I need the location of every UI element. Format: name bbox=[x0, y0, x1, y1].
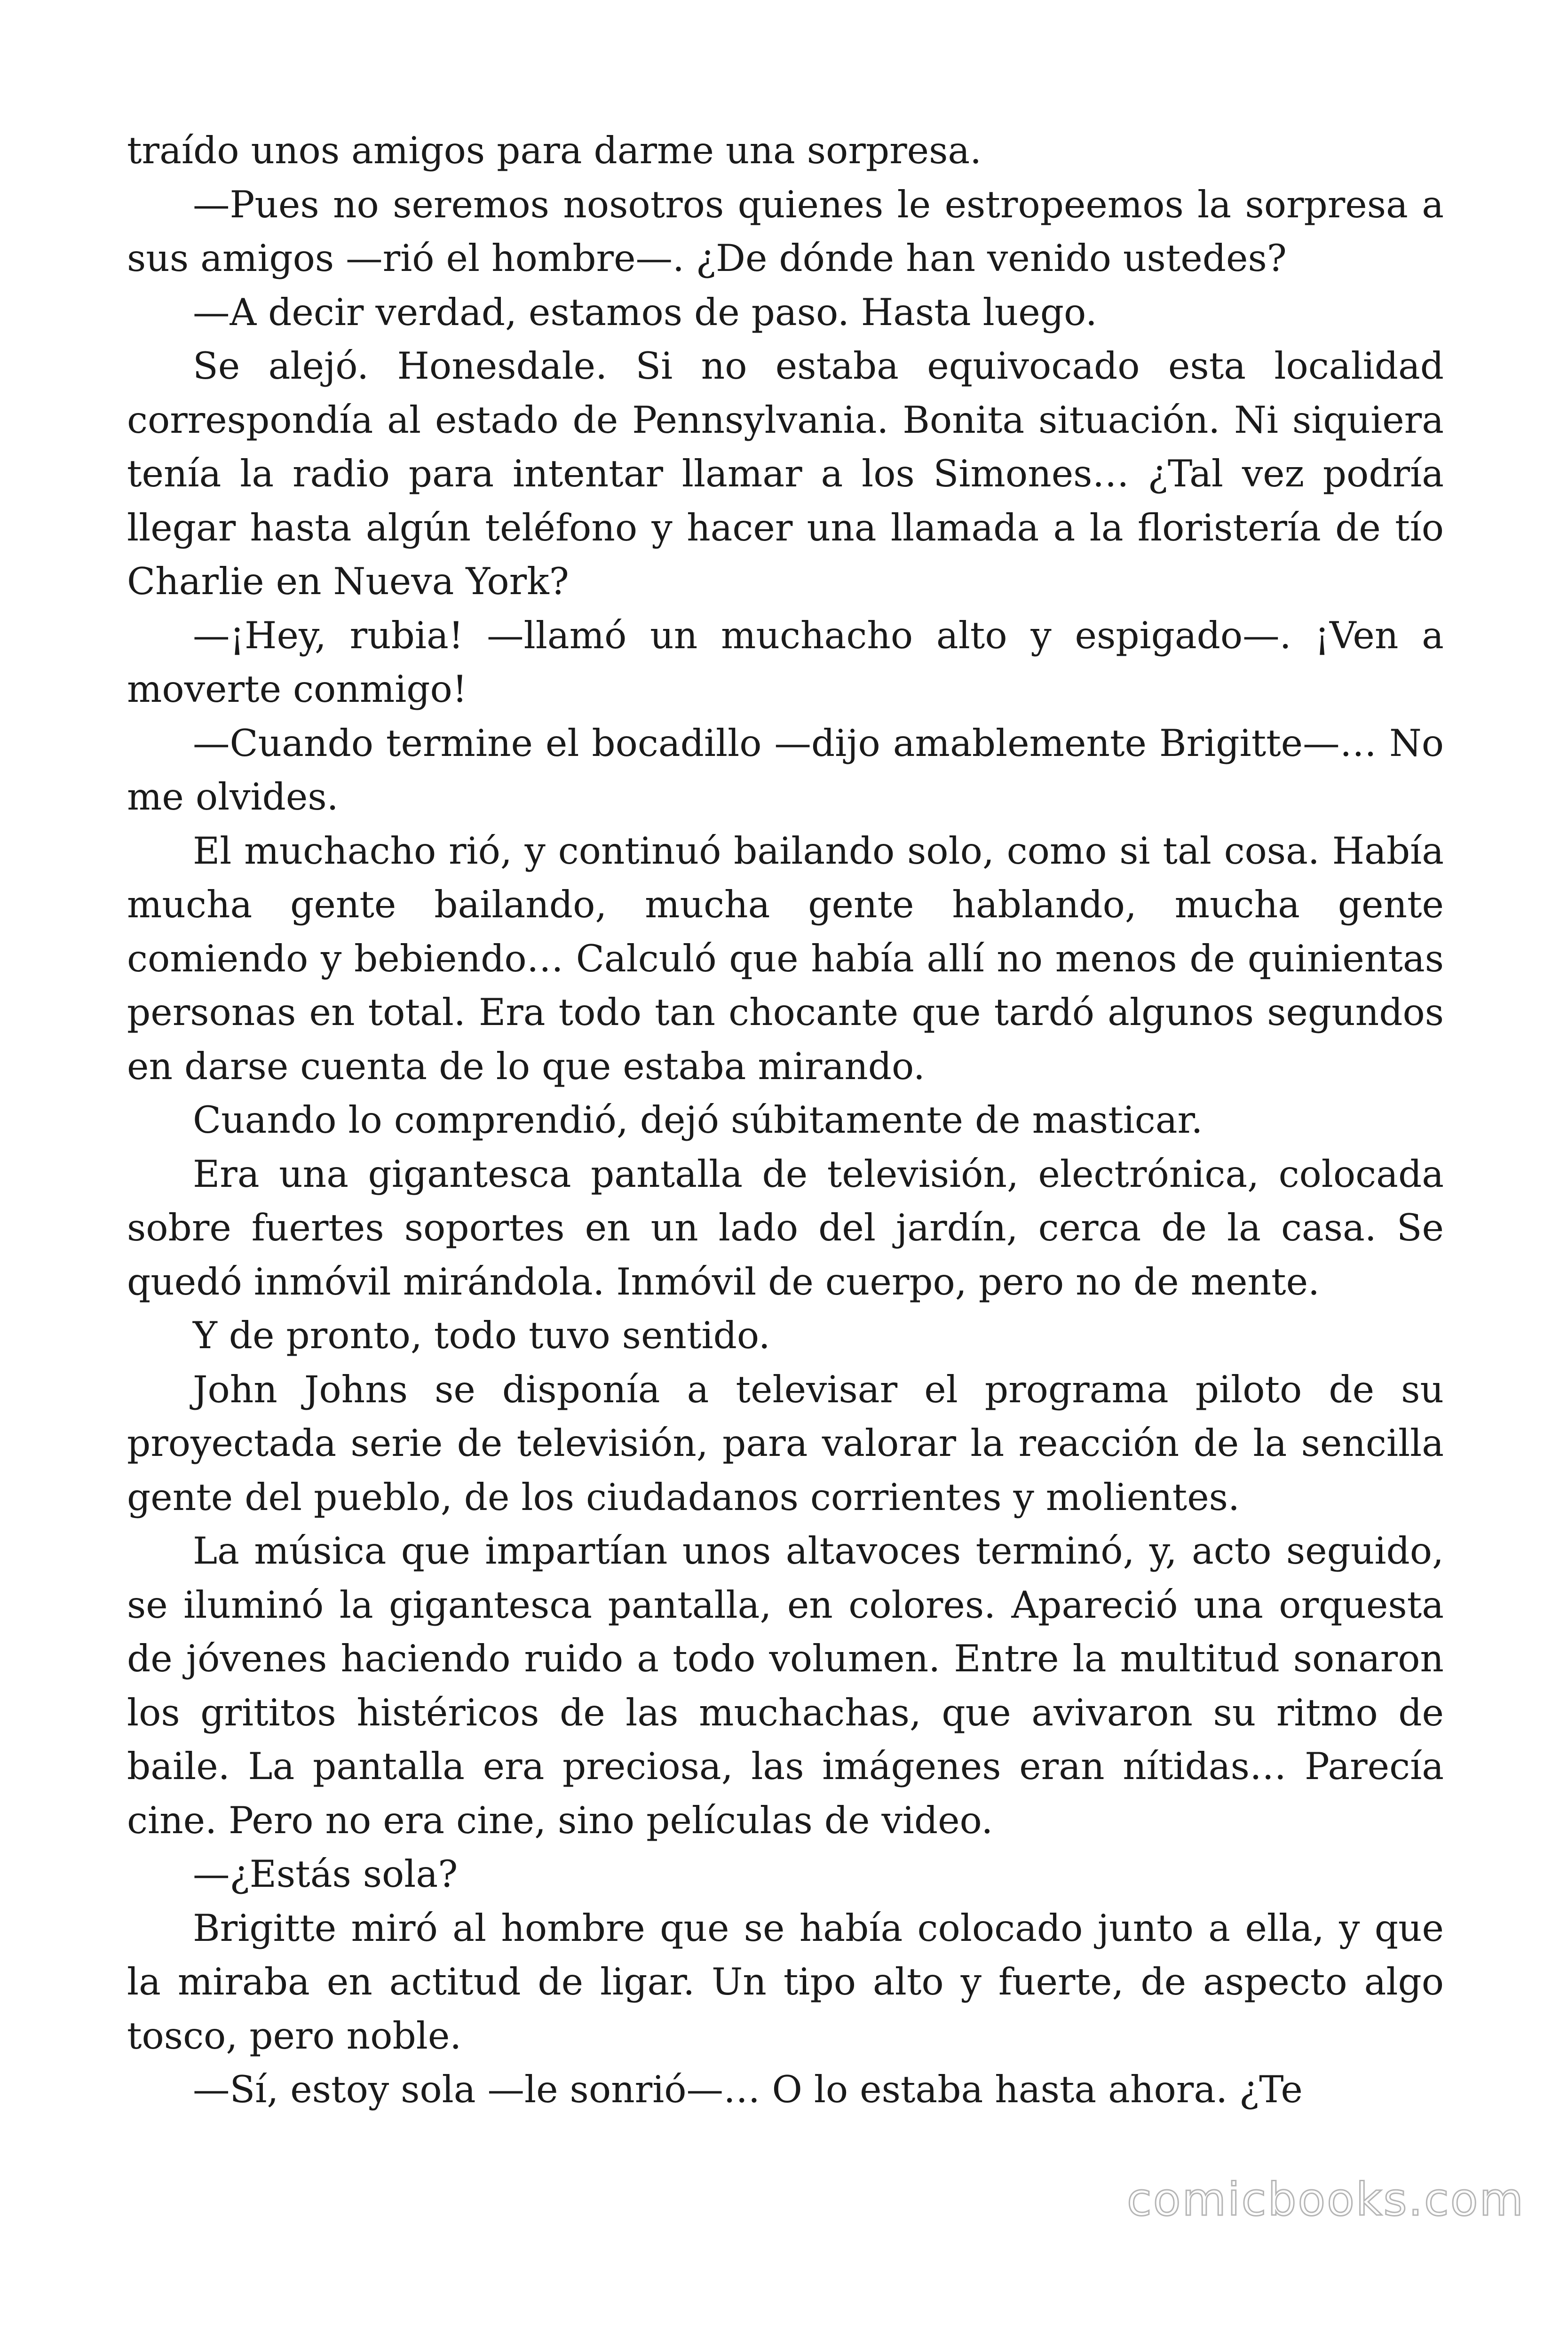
paragraph: traído unos amigos para darme una sorpresa. bbox=[127, 129, 982, 172]
paragraph: Cuando lo comprendió, dejó súbitamente de masticar. bbox=[193, 1098, 1203, 1142]
paragraph: —Cuando termine el bocadillo —dijo amablemente Brigitte—… No me olvides. bbox=[127, 721, 1444, 818]
paragraph: —¡Hey, rubia! —llamó un muchacho alto y espigado—. ¡Ven a moverte conmigo! bbox=[127, 613, 1444, 711]
paragraph: El muchacho rió, y continuó bailando solo, como si tal cosa. Había mucha gente bailando, mucha gente hablando, mucha gente comiendo y bebiendo… Calculó que había allí no menos de quinientas personas en total. Era todo tan chocante que tardó algunos segundos en darse cuenta de lo que estaba mirando. bbox=[127, 829, 1444, 1088]
paragraph: —¿Estás sola? bbox=[193, 1852, 458, 1896]
page-text bbox=[127, 124, 1444, 2117]
paragraph: Era una gigantesca pantalla de televisión, electrónica, colocada sobre fuertes soportes en un lado del jardín, cerca de la casa. Se quedó inmóvil mirándola. Inmóvil de cuerpo, pero no de mente. bbox=[127, 1152, 1444, 1303]
paragraph: —Sí, estoy sola —le sonrió—… O lo estaba hasta ahora. ¿Te bbox=[193, 2068, 1303, 2111]
paragraph: John Johns se disponía a televisar el programa piloto de su proyectada serie de televisión, para valorar la reacción de la sencilla gente del pueblo, de los ciudadanos corrientes y molientes. bbox=[127, 1367, 1444, 1519]
paragraph: Brigitte miró al hombre que se había colocado junto a ella, y que la miraba en actitud de ligar. Un tipo alto y fuerte, de aspecto algo tosco, pero noble. bbox=[127, 1906, 1444, 2058]
paragraph: —A decir verdad, estamos de paso. Hasta luego. bbox=[193, 290, 1097, 334]
paragraph: —Pues no seremos nosotros quienes le estropeemos la sorpresa a sus amigos —rió el hombre—. ¿De dónde han venido ustedes? bbox=[127, 183, 1444, 280]
paragraph: La música que impartían unos altavoces terminó, y, acto seguido, se iluminó la gigantesca pantalla, en colores. Apareció una orquesta de jóvenes haciendo ruido a todo volumen. Entre la multitud sonaron los grititos histéricos de las muchachas, que avivaron su ritmo de baile. La pantalla era preciosa, las imágenes eran nítidas… Parecía cine. Pero no era cine, sino películas de video. bbox=[127, 1529, 1444, 1842]
watermark-logo: comicbooks.com bbox=[1126, 2173, 1525, 2226]
paragraph: Se alejó. Honesdale. Si no estaba equivocado esta localidad correspondía al estado de Pennsylvania. Bonita situación. Ni siquiera tenía la radio para intentar llamar a los Simones… ¿Tal vez podría llegar hasta algún teléfono y hacer una llamada a la floristería de tío Charlie en Nueva York? bbox=[127, 344, 1444, 603]
paragraph: Y de pronto, todo tuvo sentido. bbox=[193, 1314, 770, 1357]
